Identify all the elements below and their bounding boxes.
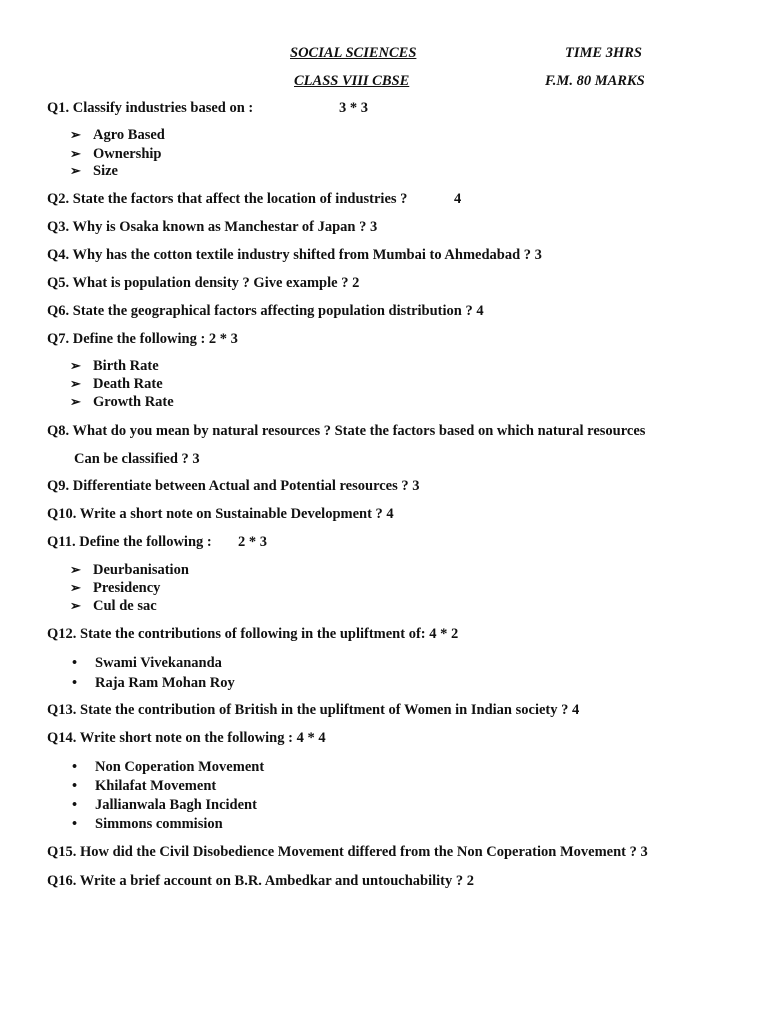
list-item: ➢ Agro Based [70, 127, 165, 143]
question-10: Q10. Write a short note on Sustainable Development ? 4 [47, 506, 394, 522]
question-14: Q14. Write short note on the following : 4 * 4 [47, 730, 326, 746]
question-7: Q7. Define the following : 2 * 3 [47, 331, 238, 347]
arrow-bullet-icon: ➢ [70, 358, 81, 373]
list-item: ➢ Cul de sac [70, 598, 157, 614]
list-item: • Simmons commision [72, 816, 223, 832]
list-item: ➢ Ownership [70, 146, 162, 162]
dot-bullet-icon: • [72, 675, 78, 691]
list-item: ➢ Growth Rate [70, 394, 174, 410]
list-item: ➢ Birth Rate [70, 358, 159, 374]
list-item: • Swami Vivekananda [72, 655, 222, 671]
list-item: • Raja Ram Mohan Roy [72, 675, 235, 691]
time-label: TIME 3HRS [565, 45, 642, 61]
arrow-bullet-icon: ➢ [70, 127, 81, 142]
arrow-bullet-icon: ➢ [70, 598, 81, 613]
arrow-bullet-icon: ➢ [70, 146, 81, 161]
question-3: Q3. Why is Osaka known as Manchestar of Japan ? 3 [47, 219, 378, 235]
list-item: • Khilafat Movement [72, 778, 217, 794]
question-12: Q12. State the contributions of following in the upliftment of: 4 * 2 [47, 626, 459, 642]
question-16: Q16. Write a brief account on B.R. Ambedkar and untouchability ? 2 [47, 873, 474, 889]
marks-label: F.M. 80 MARKS [545, 73, 645, 89]
question-2-marks: 4 [454, 191, 462, 207]
question-4: Q4. Why has the cotton textile industry shifted from Mumbai to Ahmedabad ? 3 [47, 247, 542, 263]
dot-bullet-icon: • [72, 778, 78, 794]
question-2: Q2. State the factors that affect the location of industries ? [47, 191, 408, 207]
question-8-continued: Can be classified ? 3 [74, 451, 200, 467]
list-item: • Jallianwala Bagh Incident [72, 797, 257, 813]
subject-title: SOCIAL SCIENCES [290, 45, 417, 61]
question-1-marks: 3 * 3 [339, 100, 368, 116]
list-item: • Non Coperation Movement [72, 759, 265, 775]
question-11: Q11. Define the following : [47, 534, 212, 550]
dot-bullet-icon: • [72, 759, 78, 775]
question-9: Q9. Differentiate between Actual and Potential resources ? 3 [47, 478, 420, 494]
question-5: Q5. What is population density ? Give example ? 2 [47, 275, 360, 291]
arrow-bullet-icon: ➢ [70, 562, 81, 577]
question-15: Q15. How did the Civil Disobedience Movement differed from the Non Coperation Movement ? 3 [47, 844, 648, 860]
arrow-bullet-icon: ➢ [70, 163, 81, 178]
question-11-marks: 2 * 3 [238, 534, 267, 550]
question-13: Q13. State the contribution of British in the upliftment of Women in Indian society ? 4 [47, 702, 580, 718]
question-1: Q1. Classify industries based on : [47, 100, 254, 116]
list-item: ➢ Presidency [70, 580, 161, 596]
class-title: CLASS VIII CBSE [294, 73, 410, 89]
list-item: ➢ Size [70, 163, 118, 179]
dot-bullet-icon: • [72, 797, 78, 813]
list-item: ➢ Death Rate [70, 376, 163, 392]
question-6: Q6. State the geographical factors affecting population distribution ? 4 [47, 303, 484, 319]
list-item: ➢ Deurbanisation [70, 562, 189, 578]
arrow-bullet-icon: ➢ [70, 394, 81, 409]
arrow-bullet-icon: ➢ [70, 580, 81, 595]
dot-bullet-icon: • [72, 655, 78, 671]
question-8: Q8. What do you mean by natural resources ? State the factors based on which natural resources [47, 423, 646, 439]
arrow-bullet-icon: ➢ [70, 376, 81, 391]
dot-bullet-icon: • [72, 816, 78, 832]
